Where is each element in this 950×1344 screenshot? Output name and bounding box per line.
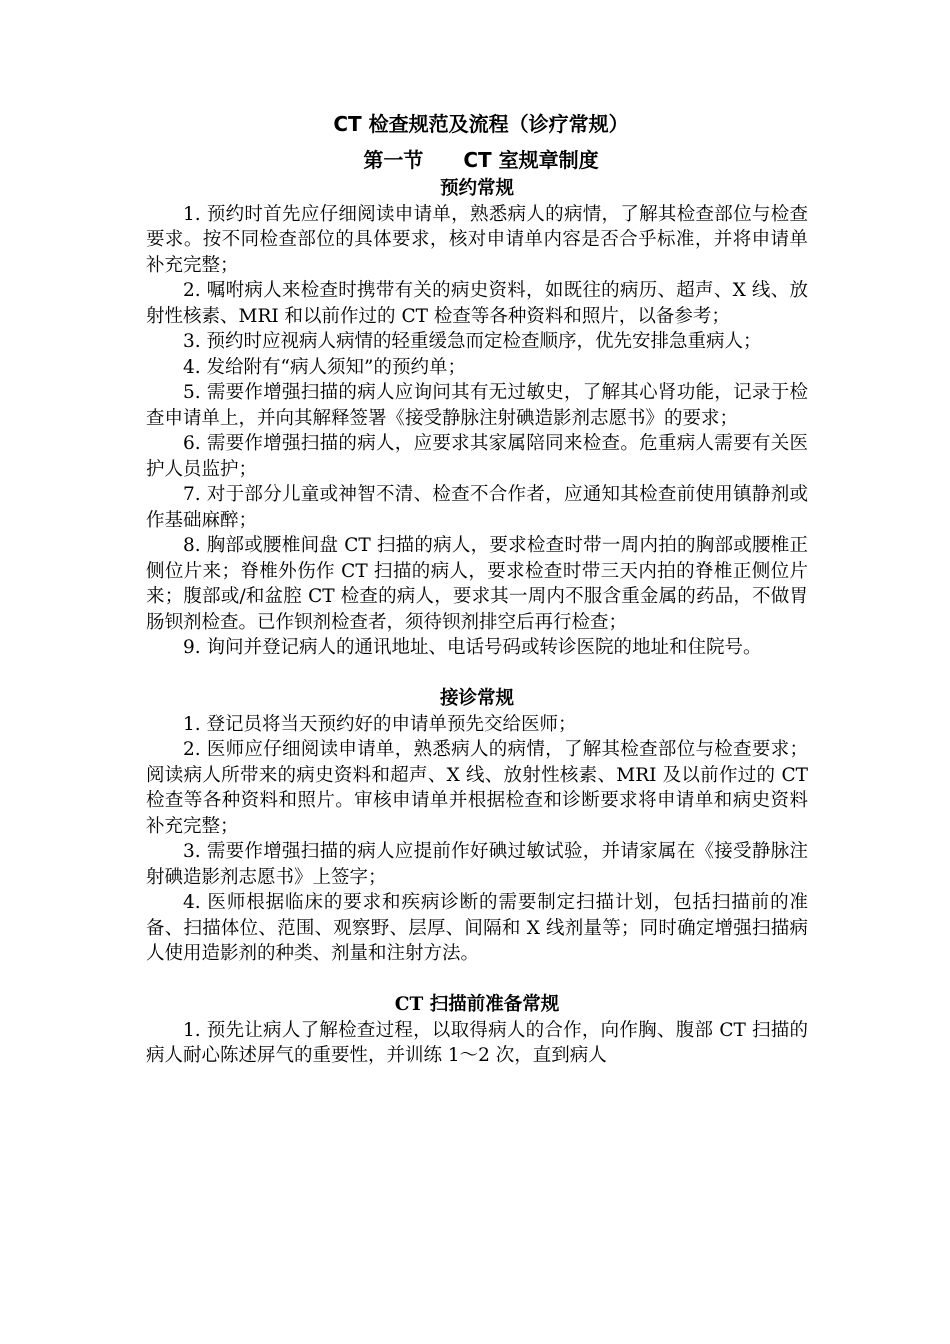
section-spacer: [146, 661, 808, 687]
paragraph: 9. 询问并登记病人的通讯地址、电话号码或转诊医院的地址和住院号。: [183, 637, 762, 658]
document-title: CT 检查规范及流程（诊疗常规）: [333, 112, 629, 136]
paragraph: 2. 医师应仔细阅读申请单，熟悉病人的病情，了解其检查部位与检查要求；阅读病人所带来的病史资料和超声、X 线、放射性核素、MRI 及以前作过的 CT 检查等各种资料和照片。审核申请单并根据检查和诊断要求将申请单和病史资料补充完整；: [146, 739, 808, 837]
section-heading: 接诊常规: [439, 688, 514, 709]
section-spacer: [146, 967, 808, 993]
paragraph: 3. 需要作增强扫描的病人应提前作好碘过敏试验，并请家属在《接受静脉注射碘造影剂志愿书》上签字；: [146, 841, 808, 888]
chapter-title: 第一节 CT 室规章制度: [363, 148, 599, 172]
paragraph: 2. 嘱咐病人来检查时携带有关的病史资料，如既往的病历、超声、X 线、放射性核素、MRI 和以前作过的 CT 检查等各种资料和照片，以备参考；: [146, 280, 808, 327]
section-pre-scan: [146, 992, 808, 1069]
section-heading: CT 扫描前准备常规: [394, 994, 560, 1015]
paragraph: 7. 对于部分儿童或神智不清、检查不合作者，应通知其检查前使用镇静剂或作基础麻醉；: [146, 484, 808, 531]
section-heading: 预约常规: [439, 178, 514, 199]
paragraph: 4. 医师根据临床的要求和疾病诊断的需要制定扫描计划，包括扫描前的准备、扫描体位、范围、观察野、层厚、间隔和 X 线剂量等；同时确定增强扫描病人使用造影剂的种类、剂量和注射方法。: [146, 892, 808, 964]
paragraph: 1. 预约时首先应仔细阅读申请单，熟悉病人的病情，了解其检查部位与检查要求。按不同检查部位的具体要求，核对申请单内容是否合乎标准，并将申请单补充完整；: [146, 203, 808, 276]
paragraph: 4. 发给附有“病人须知”的预约单；: [183, 356, 466, 378]
paragraph: 3. 预约时应视病人病情的轻重缓急而定检查顺序，优先安排急重病人；: [183, 331, 762, 352]
section-reception: [146, 686, 808, 967]
paragraph: 6. 需要作增强扫描的病人，应要求其家属陪同来检查。危重病人需要有关医护人员监护；: [146, 433, 808, 480]
section-appointment: [146, 176, 808, 661]
paragraph: 1. 登记员将当天预约好的申请单预先交给医师；: [183, 713, 577, 735]
paragraph: 1. 预先让病人了解检查过程，以取得病人的合作，向作胸、腹部 CT 扫描的病人耐心陈述屏气的重要性，并训练 1～2 次，直到病人: [146, 1019, 808, 1066]
paragraph: 5. 需要作增强扫描的病人应询问其有无过敏史，了解其心肾功能，记录于检查申请单上，并向其解释签署《接受静脉注射碘造影剂志愿书》的要求；: [146, 382, 808, 429]
document-page: [146, 108, 808, 1069]
paragraph: 8. 胸部或腰椎间盘 CT 扫描的病人，要求检查时带一周内拍的胸部或腰椎正侧位片来；脊椎外伤作 CT 扫描的病人，要求检查时带三天内拍的脊椎正侧位片来；腹部或/和盆腔 CT 检查的病人，要求其一周内不服含重金属的药品，不做胃肠钡剂检查。已作钡剂检查者，须待钡剂排空后再行检查；: [146, 535, 808, 633]
